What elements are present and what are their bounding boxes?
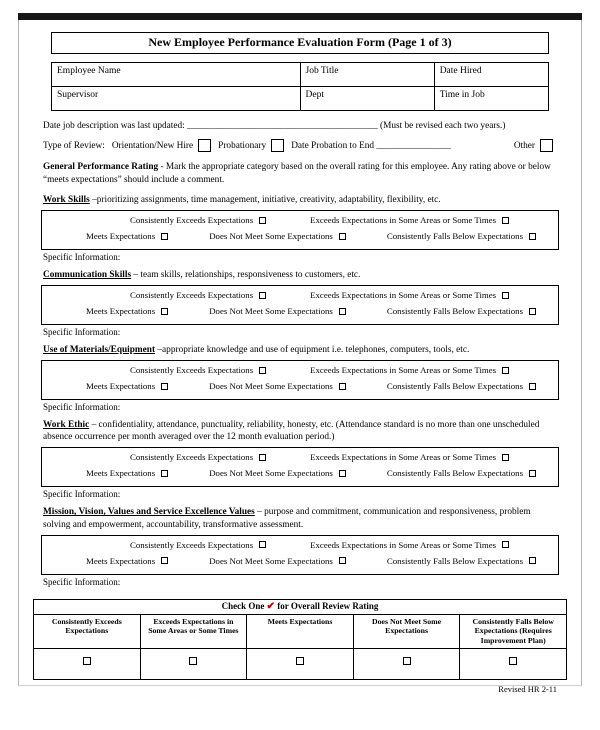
form-page	[18, 20, 582, 694]
rating-label: Meets Expectations	[86, 555, 156, 566]
rating-row-2	[50, 468, 550, 478]
overall-column-header: Exceeds Expectations in Some Areas or Some Times	[140, 614, 247, 648]
rating-label: Consistently Falls Below Expectations	[386, 555, 523, 566]
overall-checkbox-cell	[247, 648, 354, 679]
rating-row-2	[50, 556, 550, 566]
date-updated-note: (Must be revised each two years.)	[380, 121, 506, 131]
section-desc: – purpose and commitment, communication and responsiveness, problem solving and empowerment, accountability, transformative assessment.	[43, 507, 531, 530]
overall-header-text-1: Check One	[221, 600, 265, 611]
checkbox[interactable]	[161, 557, 168, 564]
rating-option	[387, 231, 536, 241]
section-title: Work Ethic	[43, 420, 90, 431]
revision-note: Revised HR 2-11	[498, 683, 557, 694]
other-label: Other	[513, 140, 535, 151]
section-title: Use of Materials/Equipment	[43, 345, 156, 356]
overall-checkbox-cell	[34, 648, 141, 679]
checkbox[interactable]	[540, 139, 553, 152]
rating-label: Consistently Exceeds Expectations	[130, 290, 254, 301]
checkbox[interactable]	[509, 657, 517, 665]
rating-label: Exceeds Expectations in Some Areas or Some Times	[310, 539, 497, 550]
rating-option	[209, 381, 346, 391]
overall-column-header: Does Not Meet Some Expectations	[353, 614, 460, 648]
other-option	[514, 139, 553, 152]
checkbox[interactable]	[529, 383, 536, 390]
rating-option	[130, 290, 266, 300]
rating-row-1	[50, 365, 550, 375]
rating-row-1	[50, 215, 550, 225]
checkbox[interactable]	[339, 470, 346, 477]
time-in-job-field[interactable]: Time in Job	[434, 87, 548, 111]
overall-checkbox-cell	[460, 648, 567, 679]
rating-label: Does Not Meet Some Expectations	[209, 381, 333, 392]
rating-option	[86, 231, 168, 241]
specific-information-label[interactable]: Specific Information:	[43, 252, 121, 263]
type-of-review-label: Type of Review:	[43, 140, 105, 151]
rating-label: Consistently Falls Below Expectations	[386, 306, 523, 317]
checkbox[interactable]	[271, 139, 284, 152]
general-rating-heading: General Performance Rating	[43, 162, 159, 172]
checkbox[interactable]	[529, 308, 536, 315]
checkbox[interactable]	[339, 308, 346, 315]
specific-information-label[interactable]: Specific Information:	[43, 489, 121, 500]
checkbox[interactable]	[259, 217, 266, 224]
rating-option	[130, 452, 266, 462]
table-row	[34, 648, 567, 679]
rating-option	[209, 556, 346, 566]
rating-label: Does Not Meet Some Expectations	[209, 555, 333, 566]
table-row	[52, 87, 549, 111]
rating-label: Consistently Exceeds Expectations	[130, 539, 254, 550]
checkbox[interactable]	[189, 657, 197, 665]
rating-option	[86, 306, 168, 316]
rating-option	[387, 381, 536, 391]
section-desc: – confidentiality, attendance, punctuality, reliability, honesty, etc. (Attendance standard is no more than one unscheduled absence occurrence per month averaged over the 12 month evaluation period.)	[43, 420, 540, 443]
rating-label: Meets Expectations	[86, 381, 156, 392]
section-use-of-materials-equipment	[41, 344, 559, 412]
checkbox[interactable]	[502, 541, 509, 548]
rating-option	[209, 468, 346, 478]
rating-label: Consistently Falls Below Expectations	[386, 468, 523, 479]
rating-label: Consistently Exceeds Expectations	[130, 365, 254, 376]
checkbox[interactable]	[161, 308, 168, 315]
rating-box	[41, 285, 559, 325]
rating-label: Consistently Falls Below Expectations	[386, 381, 523, 392]
probationary-option	[218, 139, 284, 152]
checkbox[interactable]	[502, 217, 509, 224]
checkmark-icon: ✔	[266, 600, 276, 612]
rating-row-1	[50, 290, 550, 300]
rating-label: Meets Expectations	[86, 306, 156, 317]
rating-option	[86, 381, 168, 391]
rating-label: Consistently Falls Below Expectations	[386, 231, 523, 242]
rating-option	[130, 540, 266, 550]
date-updated-blank[interactable]: _________________________________________	[187, 121, 378, 131]
rating-option	[130, 365, 266, 375]
rating-option	[310, 365, 509, 375]
rating-label: Does Not Meet Some Expectations	[209, 468, 333, 479]
checkbox[interactable]	[161, 470, 168, 477]
date-hired-field[interactable]: Date Hired	[434, 63, 548, 87]
rating-box	[41, 210, 559, 250]
checkbox[interactable]	[529, 470, 536, 477]
rating-option	[387, 306, 536, 316]
rating-option	[130, 215, 266, 225]
rating-row-1	[50, 540, 550, 550]
overall-column-header: Consistently Exceeds Expectations	[34, 614, 141, 648]
checkbox[interactable]	[259, 541, 266, 548]
rating-option	[310, 540, 509, 550]
rating-option	[387, 468, 536, 478]
specific-information-label[interactable]: Specific Information:	[43, 327, 121, 338]
checkbox[interactable]	[161, 383, 168, 390]
rating-label: Consistently Exceeds Expectations	[130, 215, 254, 226]
checkbox[interactable]	[529, 233, 536, 240]
dept-field[interactable]: Dept	[300, 87, 434, 111]
overall-rating-table	[33, 599, 567, 680]
rating-label: Exceeds Expectations in Some Areas or Some Times	[310, 365, 497, 376]
checkbox[interactable]	[198, 139, 211, 152]
table-row	[34, 614, 567, 648]
rating-row-2	[50, 381, 550, 391]
checkbox[interactable]	[502, 367, 509, 374]
probation-end-blank[interactable]: Date Probation to End ________________	[291, 140, 451, 151]
orientation-label: Orientation/New Hire	[111, 140, 194, 151]
section-title: Communication Skills	[43, 270, 132, 281]
checkbox[interactable]	[339, 557, 346, 564]
orientation-option	[112, 139, 211, 152]
employee-info-table	[51, 62, 549, 111]
rating-option	[310, 215, 509, 225]
probationary-label: Probationary	[218, 140, 267, 151]
scan-top-edge	[18, 13, 582, 20]
rating-label: Meets Expectations	[86, 231, 156, 242]
section-heading	[43, 269, 557, 281]
page-title: New Employee Performance Evaluation Form (Page 1 of 3)	[51, 32, 549, 54]
checkbox[interactable]	[502, 454, 509, 461]
section-desc: –appropriate knowledge and use of equipment i.e. telephones, computers, tools, etc.	[157, 345, 470, 356]
rating-option	[310, 290, 509, 300]
checkbox[interactable]	[502, 292, 509, 299]
rating-option	[209, 231, 346, 241]
checkbox[interactable]	[259, 292, 266, 299]
checkbox[interactable]	[529, 557, 536, 564]
supervisor-field[interactable]: Supervisor	[52, 87, 301, 111]
section-mission-vision-values	[41, 506, 559, 586]
date-updated-label: Date job description was last updated:	[43, 121, 185, 131]
overall-checkbox-cell	[140, 648, 247, 679]
checkbox[interactable]	[296, 657, 304, 665]
checkbox[interactable]	[403, 657, 411, 665]
checkbox[interactable]	[83, 657, 91, 665]
section-work-skills	[41, 194, 559, 262]
overall-table-header	[34, 599, 567, 614]
overall-column-header: Consistently Falls Below Expectations (Requires Improvement Plan)	[460, 614, 567, 648]
checkbox[interactable]	[339, 233, 346, 240]
rating-label: Does Not Meet Some Expectations	[209, 306, 333, 317]
rating-option	[310, 452, 509, 462]
section-heading	[43, 419, 557, 443]
specific-information-label[interactable]: Specific Information:	[43, 402, 121, 413]
rating-option	[387, 556, 536, 566]
overall-header-text-2: for Overall Review Rating	[277, 600, 379, 611]
rating-row-2	[50, 306, 550, 316]
rating-label: Consistently Exceeds Expectations	[130, 452, 254, 463]
checkbox[interactable]	[339, 383, 346, 390]
rating-option	[86, 468, 168, 478]
rating-label: Exceeds Expectations in Some Areas or Some Times	[310, 215, 497, 226]
rating-box	[41, 360, 559, 400]
rating-option	[209, 306, 346, 316]
rating-label: Does Not Meet Some Expectations	[209, 231, 333, 242]
section-heading	[43, 344, 557, 356]
rating-label: Exceeds Expectations in Some Areas or Some Times	[310, 290, 497, 301]
section-heading	[43, 194, 557, 206]
table-row	[34, 599, 567, 614]
overall-checkbox-cell	[353, 648, 460, 679]
checkbox[interactable]	[161, 233, 168, 240]
type-of-review-line	[43, 139, 557, 152]
section-desc: –prioritizing assignments, time management, initiative, creativity, adaptability, flexibility, etc.	[92, 195, 441, 206]
table-row	[52, 63, 549, 87]
checkbox[interactable]	[259, 367, 266, 374]
general-performance-rating-paragraph	[43, 161, 557, 186]
specific-information-label[interactable]: Specific Information:	[43, 576, 121, 587]
job-title-field[interactable]: Job Title	[300, 63, 434, 87]
checkbox[interactable]	[259, 454, 266, 461]
section-desc: – team skills, relationships, responsiveness to customers, etc.	[133, 270, 361, 281]
rating-box	[41, 535, 559, 575]
rating-option	[86, 556, 168, 566]
section-communication-skills	[41, 269, 559, 337]
section-title: Work Skills	[43, 195, 90, 206]
employee-name-field[interactable]: Employee Name	[52, 63, 301, 87]
rating-row-1	[50, 452, 550, 462]
rating-row-2	[50, 231, 550, 241]
rating-label: Meets Expectations	[86, 468, 156, 479]
section-title: Mission, Vision, Values and Service Excellence Values	[43, 507, 255, 518]
rating-box	[41, 447, 559, 487]
section-heading	[43, 506, 557, 530]
overall-column-header: Meets Expectations	[247, 614, 354, 648]
general-rating-body: - Mark the appropriate category based on the overall rating for this employee. Any rating above or below “meets expectations” should include a comment.	[43, 162, 551, 185]
date-updated-line	[43, 121, 557, 131]
rating-label: Exceeds Expectations in Some Areas or Some Times	[310, 452, 497, 463]
section-work-ethic	[41, 419, 559, 499]
